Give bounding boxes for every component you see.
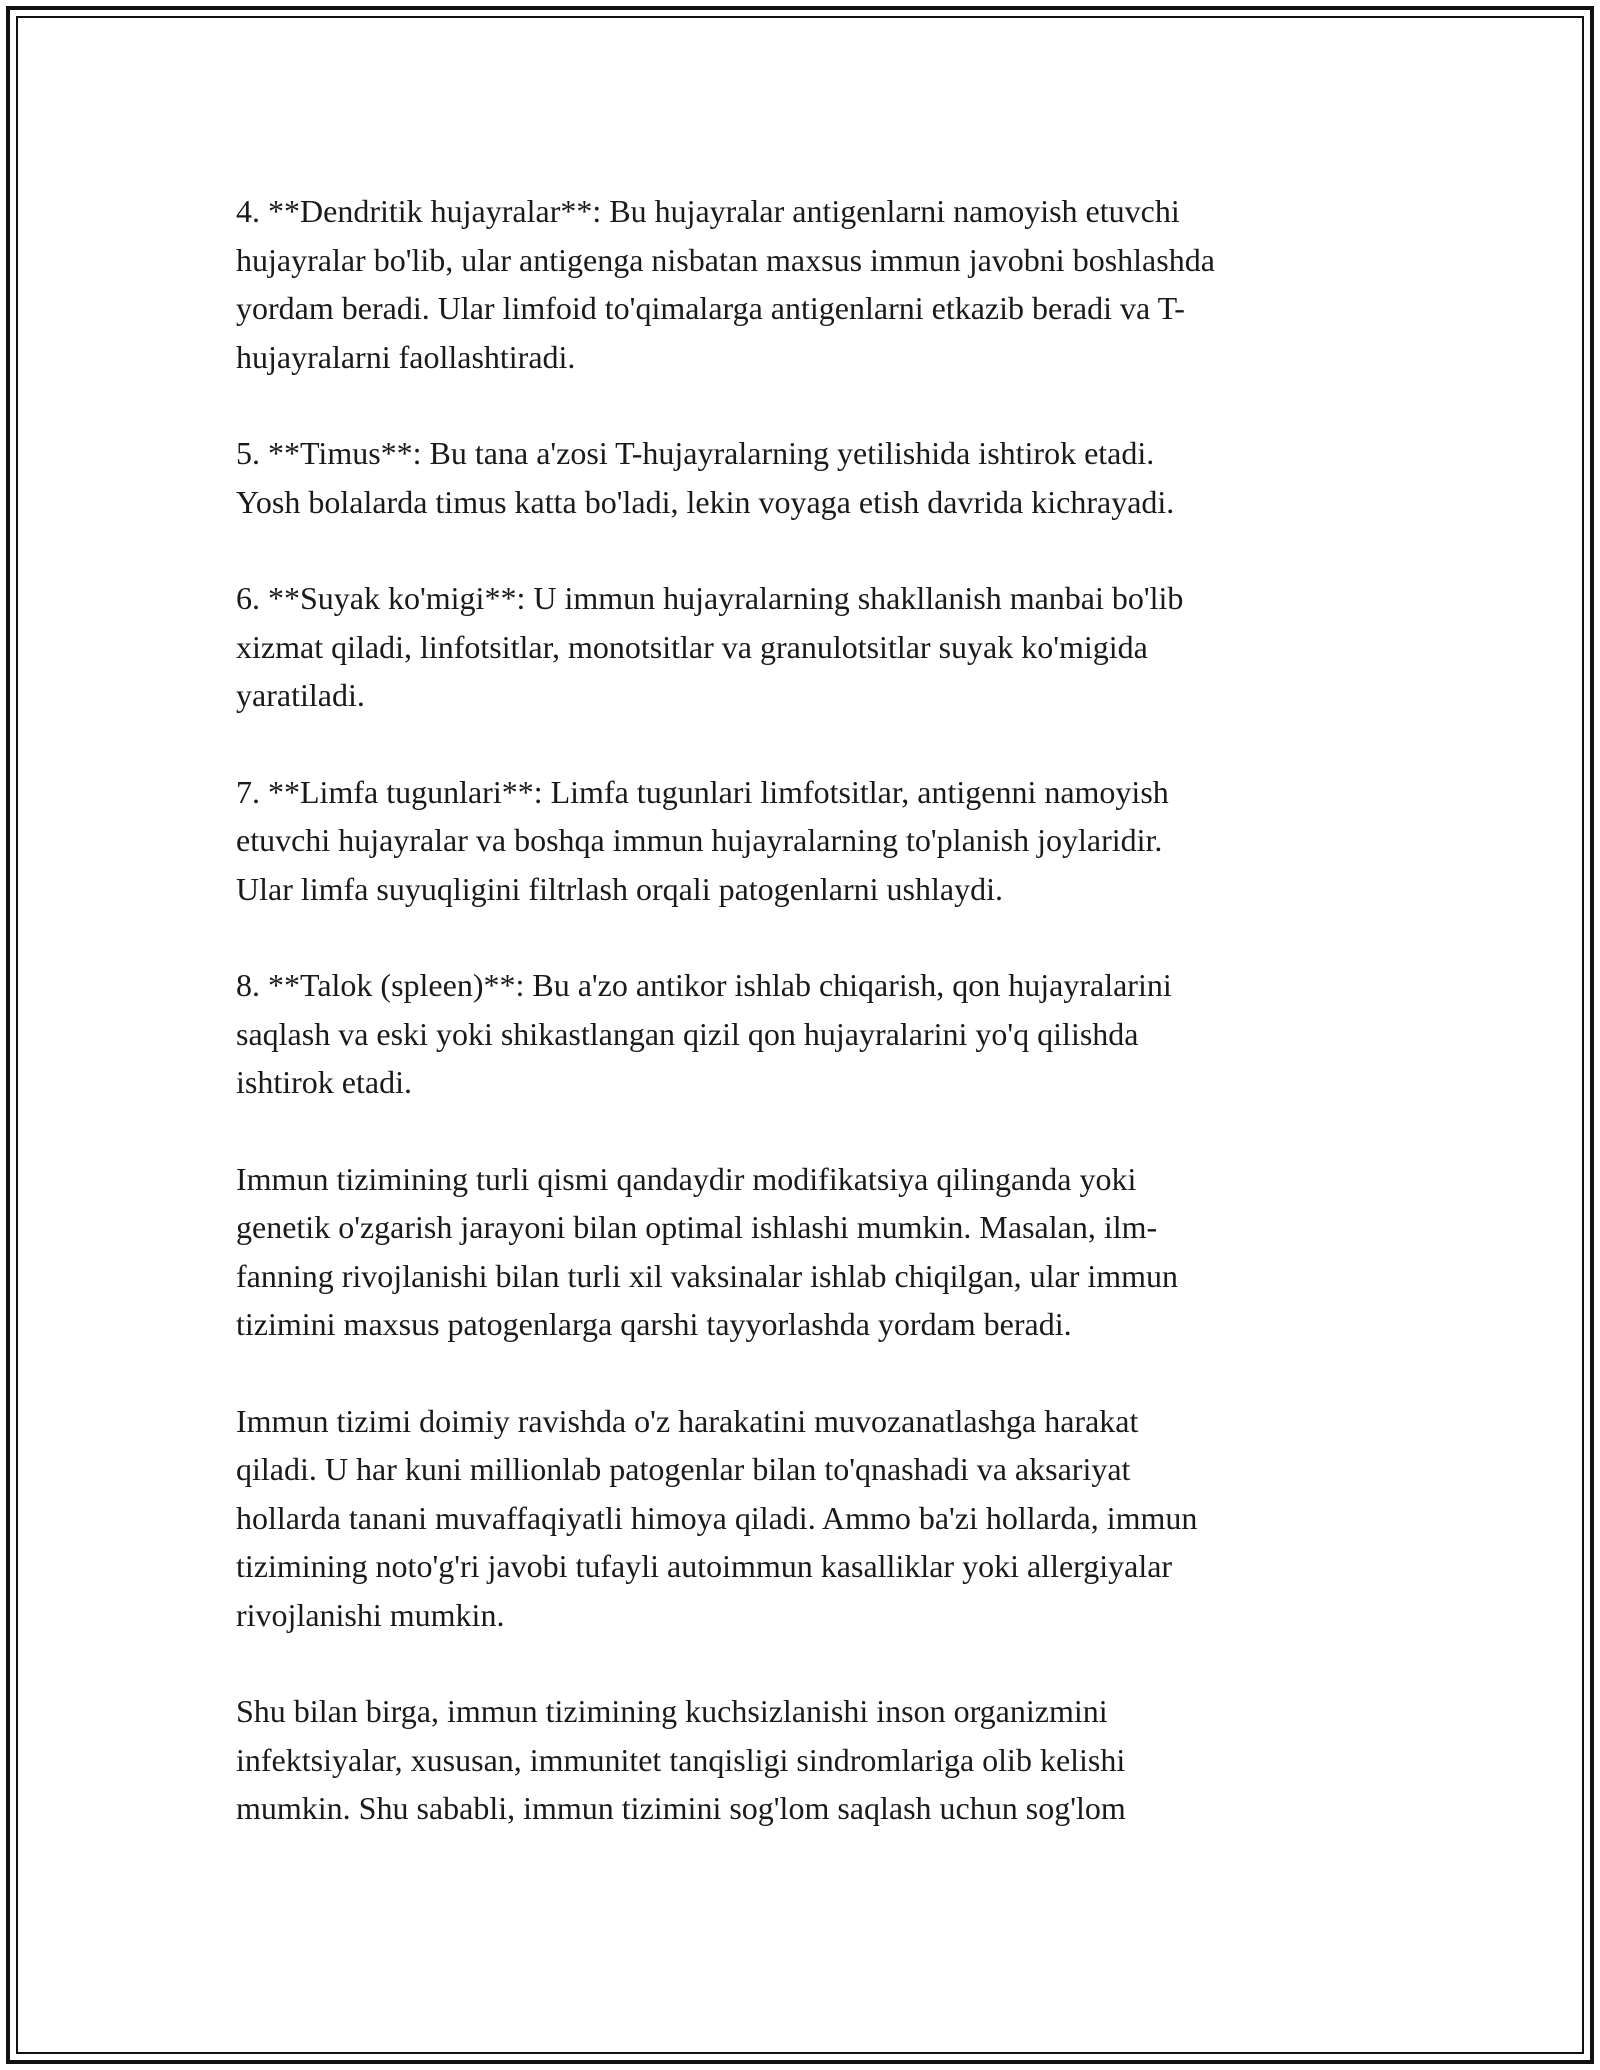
paragraph-spleen: 8. **Talok (spleen)**: Bu a'zo antikor ishlab chiqarish, qon hujayralarini saqlash va eski yoki shikastlangan qizil qon hujayralarini yo'q qilishda ishtirok etadi. (236, 967, 1172, 1100)
paragraph-lymph-nodes: 7. **Limfa tugunlari**: Limfa tugunlari limfotsitlar, antigenni namoyish etuvchi hujayralar va boshqa immun hujayralarning to'planish joylaridir. Ular limfa suyuqligini filtrlash orqali patogenlarni ushlaydi. (236, 773, 1169, 907)
document-body (236, 187, 1376, 1881)
paragraph-immune-weakening: Shu bilan birga, immun tizimining kuchsizlanishi inson organizmini infektsiyalar, xususan, immunitet tanqisligi sindromlariga olib kelishi mumkin. Shu sababli, immun tizimini sog'lom saqlash uchun sog'lom (236, 1693, 1126, 1826)
paragraph-immune-modification: Immun tizimining turli qismi qandaydir modifikatsiya qilinganda yoki genetik o'zgarish jarayoni bilan optimal ishlashi mumkin. Masalan, ilm- fanning rivojlanishi bilan turli xil vaksinalar ishlab chiqilgan, ular immun tizimini maxsus patogenlarga qarshi tayyorlashda yordam beradi. (236, 1160, 1179, 1342)
paragraph-immune-balance: Immun tizimi doimiy ravishda o'z harakatini muvozanatlashga harakat qiladi. U har kuni millionlab patogenlar bilan to'qnashadi va aksariyat hollarda tanani muvaffaqiyatli himoya qiladi. Ammo ba'zi hollarda, immun tizimining noto'g'ri javobi tufayli autoimmun kasalliklar yoki allergiyalar rivojlanishi mumkin. (236, 1402, 1198, 1633)
paragraph-bone-marrow: 6. **Suyak ko'migi**: U immun hujayralarning shakllanish manbai bo'lib xizmat qiladi, linfotsitlar, monotsitlar va granulotsitlar suyak ko'migida yaratiladi. (236, 580, 1184, 713)
paragraph-thymus: 5. **Timus**: Bu tana a'zosi T-hujayralarning yetilishida ishtirok etadi. Yosh bolalarda timus katta bo'ladi, lekin voyaga etish davrida kichrayadi. (236, 435, 1175, 520)
paragraph-dendritic-cells: 4. **Dendritik hujayralar**: Bu hujayralar antigenlarni namoyish etuvchi hujayralar bo'lib, ular antigenga nisbatan maxsus immun javobni boshlashda yordam beradi. Ular limfoid to'qimalarga antigenlarni etkazib beradi va T- hujayralarni faollashtiradi. (236, 193, 1215, 375)
